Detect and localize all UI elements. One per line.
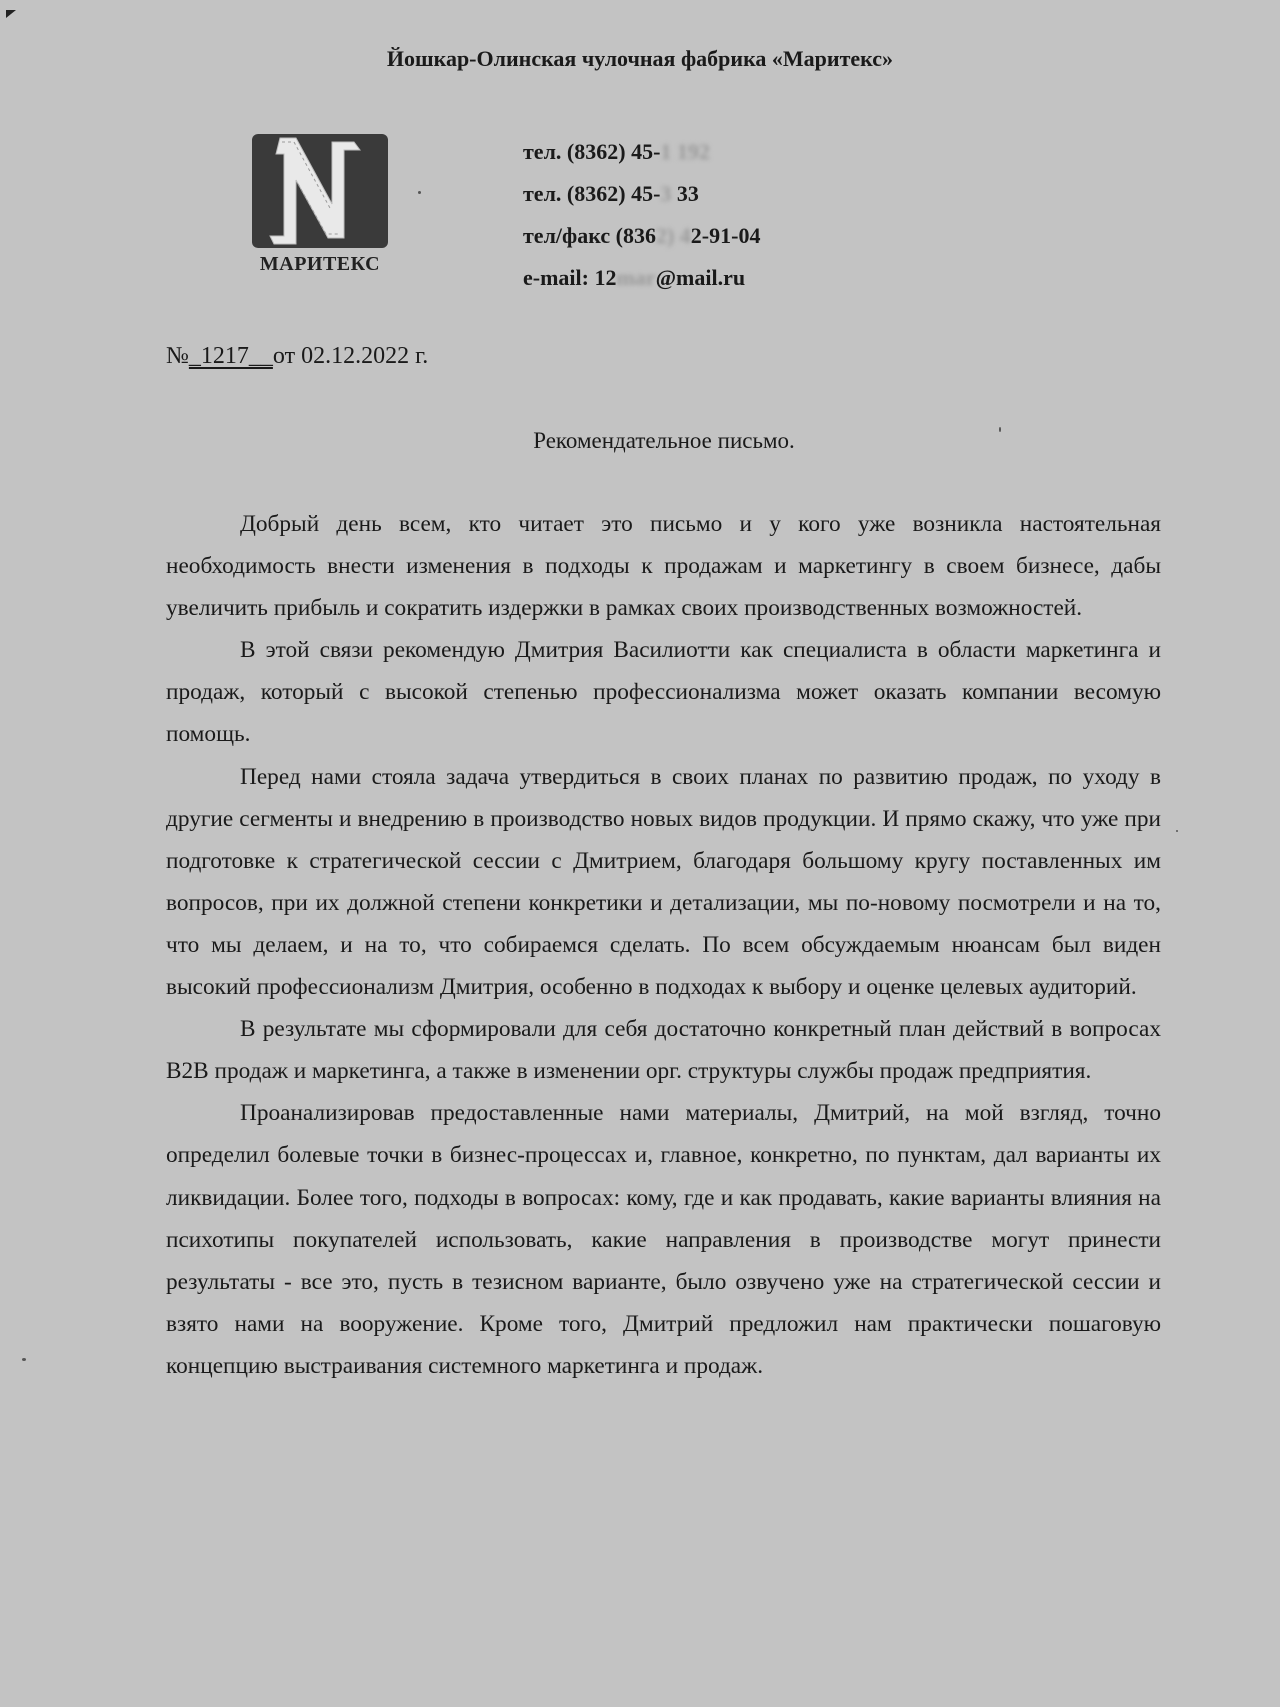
organization-title: Йошкар-Олинская чулочная фабрика «Маритекс» xyxy=(386,46,894,71)
body-paragraph: В результате мы сформировали для себя достаточно конкретный план действий в вопросах B2B продаж и маркетинга, а также в изменении орг. структуры службы продаж предприятия. xyxy=(166,1016,1161,1085)
email-visible: 12 xyxy=(594,265,617,290)
phone-label: тел. xyxy=(523,181,567,206)
email-line xyxy=(523,257,760,299)
document-number-line xyxy=(166,343,428,370)
fax-number-visible: (836 xyxy=(615,223,656,248)
phone-number-visible: (8362) 45- xyxy=(566,181,661,206)
fax-line xyxy=(523,215,760,257)
phone-number-obscured: 1 1 xyxy=(660,139,688,164)
body-paragraph: В этой связи рекомендую Дмитрия Василиотти как специалиста в области маркетинга и продаж, который с высокой степенью профессионализма может оказать компании весомую помощь. xyxy=(166,637,1161,748)
logo-caption: МАРИТЕКС xyxy=(259,253,381,275)
scan-speck xyxy=(1176,830,1178,832)
fax-number-tail: 2-91-04 xyxy=(690,223,761,248)
email-label: e-mail: xyxy=(523,265,595,290)
document-number: _1217__ xyxy=(188,343,273,369)
phone-line-2 xyxy=(523,173,760,215)
maritex-logo-icon xyxy=(252,134,388,248)
scan-speck xyxy=(999,427,1001,432)
number-sign: № xyxy=(166,343,189,369)
scan-speck xyxy=(22,1358,26,1361)
phone-line-1 xyxy=(523,131,760,173)
fax-label: тел/факс xyxy=(523,223,616,248)
scan-corner-mark xyxy=(6,10,16,18)
document-date: от 02.12.2022 г. xyxy=(272,343,429,369)
phone-number-tail: 33 xyxy=(676,181,699,206)
letter-body xyxy=(166,503,1161,1387)
letter-title: Рекомендательное письмо. xyxy=(533,428,795,453)
phone-label: тел. xyxy=(523,139,567,164)
email-tail: @mail.ru xyxy=(655,265,746,290)
fax-number-obscured: 2) 4 xyxy=(655,223,691,248)
contact-block xyxy=(523,131,760,299)
body-paragraph: Добрый день всем, кто читает это письмо и у кого уже возникла настоятельная необходимость внести изменения в подходы к продажам и маркетингу в своем бизнесе, дабы увеличить прибыль и сократить издержки в рамках своих производственных возможностей. xyxy=(166,511,1161,622)
phone-number-visible: (8362) 45- xyxy=(566,139,661,164)
phone-number-tail: 92 xyxy=(687,139,710,164)
company-logo xyxy=(252,134,388,275)
body-paragraph: Проанализировав предоставленные нами материалы, Дмитрий, на мой взгляд, точно определил болевые точки в бизнес-процессах и, главное, конкретно, по пунктам, дал варианты их ликвидации. Более того, подходы в вопросах: кому, где и как продавать, какие варианты влияния на психотипы покупателей использовать, какие направления в производстве могут принести результаты - все это, пусть в тезисном варианте, было озвучено уже на стратегической сессии и взято нами на вооружение. Кроме того, Дмитрий предложил нам практически пошаговую концепцию выстраивания системного маркетинга и продаж. xyxy=(166,1100,1161,1379)
email-obscured: mar xyxy=(616,265,656,290)
scan-speck xyxy=(418,191,421,194)
phone-number-obscured: 3 xyxy=(660,181,677,206)
body-paragraph: Перед нами стояла задача утвердиться в своих планах по развитию продаж, по уходу в другие сегменты и внедрению в производство новых видов продукции. И прямо скажу, что уже при подготовке к стратегической сессии с Дмитрием, благодаря большому кругу поставленных им вопросов, при их должной степени конкретики и детализации, мы по-новому посмотрели и на то, что мы делаем, и на то, что собираемся сделать. По всем обсуждаемым нюансам был виден высокий профессионализм Дмитрия, особенно в подходах к выбору и оценке целевых аудиторий. xyxy=(166,763,1161,1001)
